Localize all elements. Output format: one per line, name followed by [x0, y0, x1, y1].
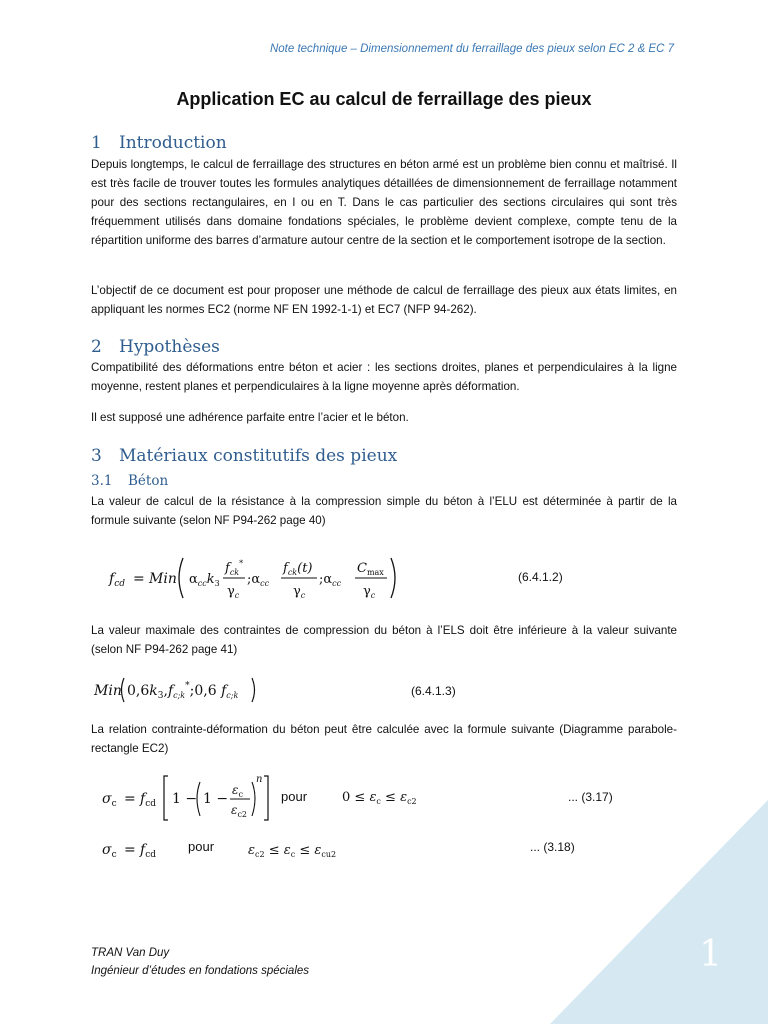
svg-text:1 −: 1 − — [172, 791, 198, 807]
section-title: Introduction — [119, 133, 227, 153]
paragraph: La relation contrainte-déformation du béton peut être calculée avec la formule suivante (Diagramme parabole-rectangle EC2) — [91, 723, 677, 755]
svg-text:fcd: $f_{cd}$ — [109, 571, 125, 589]
svg-text:=: = — [124, 791, 136, 807]
equation-rectangle — [100, 836, 180, 862]
svg-text:n: n — [256, 774, 263, 785]
svg-text:εc: $\varepsilon_c$ — [232, 783, 243, 799]
svg-text:σc: $\sigma_c$ — [102, 791, 117, 809]
equation-number: (6.4.1.3) — [411, 684, 456, 698]
svg-text:fck*: $f_{ck}^*$ — [225, 559, 244, 577]
svg-text:αcck3: $\alpha_{cc}k_3$ — [189, 572, 220, 588]
paragraph: Il est supposé une adhérence parfaite entre l’acier et le béton. — [91, 411, 409, 424]
equation-rectangle-condition — [246, 836, 346, 862]
paragraph: La valeur maximale des contraintes de compression du béton à l’ELS doit être inférieure à la valeur suivante (selon NF P94-262 page 41) — [91, 624, 677, 656]
pour-label: pour — [188, 839, 215, 854]
svg-text:γc: $\gamma_c$ — [293, 584, 306, 600]
equation-els-limit — [92, 672, 262, 708]
pour-label: pour — [281, 789, 308, 804]
svg-text:εc2: $\varepsilon_{c2}$ — [231, 803, 248, 819]
subsection-number: 3.1 — [91, 473, 113, 489]
running-header: Note technique – Dimensionnement du ferraillage des pieux selon EC 2 & EC 7 — [269, 43, 674, 55]
equation-parabola-condition — [340, 784, 440, 810]
svg-text:0,6k3,fc;k*;0,6 fc;k: $0,6k_3,f_{c;k}^*;0,6$ $f_{c;k}$ — [127, 681, 239, 701]
equation-number: ... (3.18) — [530, 840, 575, 854]
svg-text:Min: Min — [149, 571, 177, 587]
section-heading-materiaux — [91, 446, 397, 466]
equation-number: ... (3.17) — [568, 790, 613, 804]
section-heading-introduction — [91, 133, 227, 153]
svg-text:γc: $\gamma_c$ — [363, 584, 376, 600]
svg-text:0 ≤ εc ≤ εc2: $0 \le \varepsilon_c \le \varepsilon_{c2}$ — [342, 790, 417, 806]
svg-text:Min: Min — [94, 683, 122, 699]
paragraph: L’objectif de ce document est pour proposer une méthode de calcul de ferraillage des pieux aux états limites, en appliquant les normes EC2 (norme NF EN 1992-1-1) et EC7 (NFP 94-262). — [91, 284, 677, 316]
section-heading-hypotheses — [91, 337, 220, 357]
svg-text:=: = — [133, 571, 145, 587]
equation-number: (6.4.1.2) — [518, 570, 563, 584]
svg-text:σc: $\sigma_c$ — [102, 842, 117, 860]
svg-text:;αcc: $;\alpha_{cc}$ — [247, 572, 270, 588]
svg-text:fck(t): $f_{ck}(t)$ — [283, 561, 313, 577]
paragraph: Depuis longtemps, le calcul de ferraillage des structures en béton armé est un problème bien connu et maîtrisé. Il est très facile de trouver toutes les formules analytiques détaillées de dimensionnement de ferraillage notamment pour des sections rectangulaires, en I ou en T. Dans le cas particulier des sections circulaires qui sont très fréquemment utilisés dans domaine fondations spéciales, le problème devient complexe, compte tenu de la répartition uniforme des barres d’armature autour centre de la section et le comportement isotrope de la section. — [91, 158, 677, 247]
paragraph: Compatibilité des déformations entre béton et acier : les sections droites, planes et perpendiculaires à la ligne moyenne, restent planes et perpendiculaires à la ligne moyenne après déformation. — [91, 361, 677, 393]
svg-text:;αcc: $;\alpha_{cc}$ — [319, 572, 342, 588]
equation-parabola — [100, 770, 263, 826]
equation-parabola-tail — [250, 770, 274, 826]
page-number: 1 — [699, 934, 722, 975]
section-title: Hypothèses — [119, 337, 220, 357]
svg-text:fcd: $f_{cd}$ — [140, 842, 156, 860]
footer-author: TRAN Van Duy — [91, 947, 170, 959]
svg-text:1 −: 1 − — [203, 791, 229, 807]
document-title: Application EC au calcul de ferraillage des pieux — [176, 89, 592, 109]
subsection-title: Béton — [128, 473, 169, 489]
subsection-heading-beton — [91, 473, 168, 489]
svg-text:=: = — [124, 842, 136, 858]
equation-fcd — [105, 548, 405, 608]
svg-text:εc2 ≤ εc ≤ εcu2: $\varepsilon_{c2} \le \varepsilon_c \le \varepsilon_{cu2}$ — [248, 843, 337, 859]
footer-role: Ingénieur d’études en fondations spéciales — [91, 965, 310, 977]
section-number: 3 — [91, 446, 102, 466]
paragraph: La valeur de calcul de la résistance à la compression simple du béton à l’ELU est déterminée à partir de la formule suivante (selon NF P94-262 page 40) — [91, 495, 677, 527]
svg-text:fcd: $f_{cd}$ — [140, 791, 156, 809]
section-number: 2 — [91, 337, 102, 357]
svg-text:γc: $\gamma_c$ — [227, 584, 240, 600]
svg-text:Cmax: $C_{max}$ — [357, 561, 384, 577]
section-number: 1 — [91, 133, 102, 153]
section-title: Matériaux constitutifs des pieux — [119, 446, 398, 466]
